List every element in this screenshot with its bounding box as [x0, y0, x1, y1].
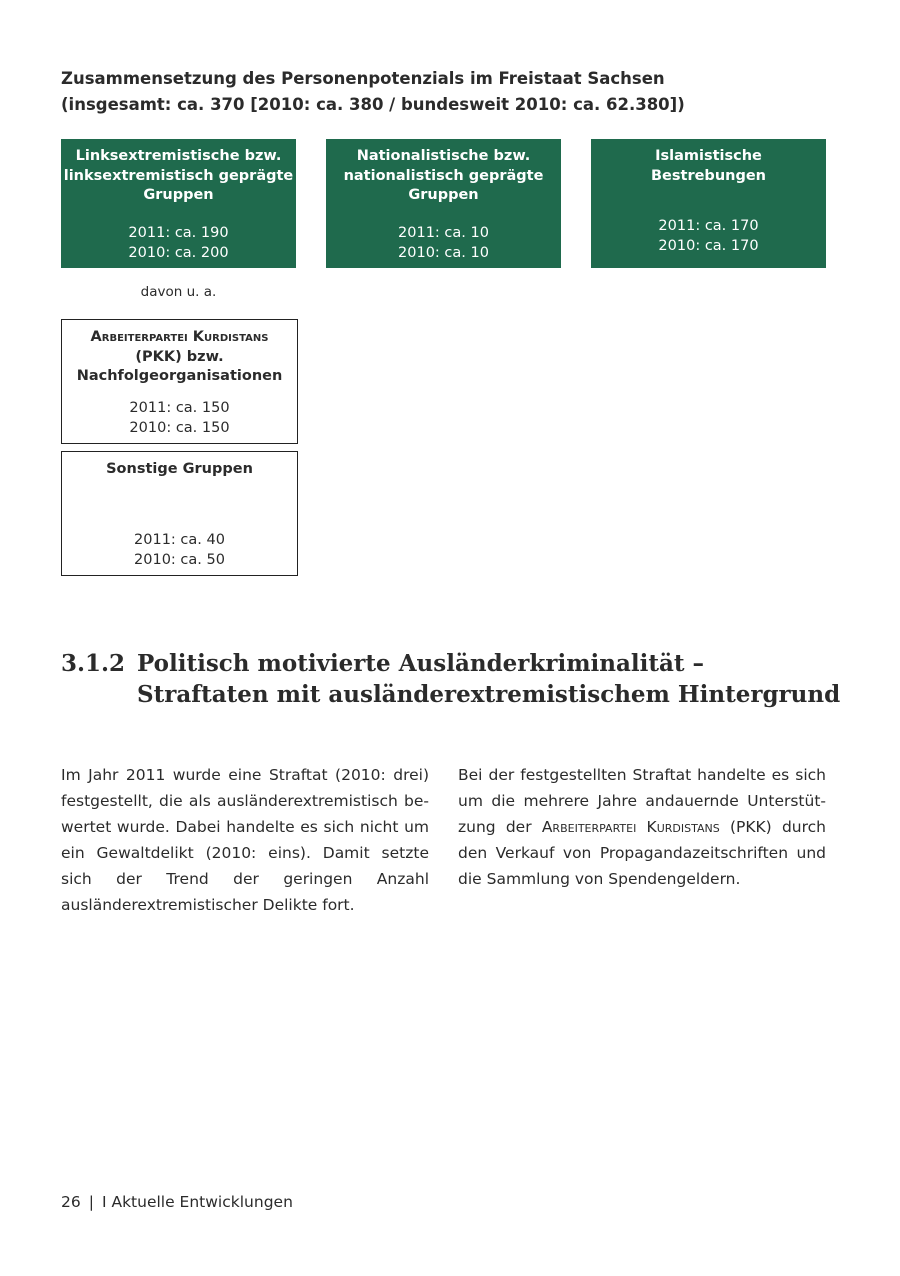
value-2011: 2011: ca. 10 — [398, 225, 489, 241]
page-footer — [61, 1193, 293, 1211]
box-values — [591, 217, 826, 256]
value-2010: 2010: ca. 170 — [658, 237, 759, 254]
body-column-left — [61, 762, 429, 918]
organization-name: Arbeiterpartei Kurdistans — [541, 818, 720, 836]
value-2011: 2011: ca. 40 — [134, 532, 225, 548]
box-other-groups — [61, 451, 298, 576]
paragraph-right-part-2: (PKK) durch den Verkauf von Propagandazeitschriften und die Sammlung von Spendengeldern. — [458, 818, 826, 888]
value-2010: 2010: ca. 200 — [128, 244, 229, 261]
box-title: Arbeiterpartei Kurdistans (PKK) bzw. Nachfolgeorganisationen — [76, 329, 283, 384]
footer-separator: | — [88, 1193, 94, 1211]
paragraph-right-part-1: Bei der festgestellten Straftat handelte es sich um die mehrere Jahre andauernde Unterstützung der — [458, 766, 826, 836]
box-values — [326, 224, 561, 263]
value-2011: 2011: ca. 190 — [128, 225, 229, 241]
chapter-title: I Aktuelle Entwicklungen — [101, 1193, 293, 1211]
figure-heading-line-1: Zusammensetzung des Personenpotenzials im Freistaat Sachsen — [61, 69, 665, 88]
box-pkk — [61, 319, 298, 444]
box-islamist-efforts — [591, 139, 826, 268]
box-title: Nationalistische bzw. nationalistisch geprägte Gruppen — [343, 148, 544, 203]
box-title: Sonstige Gruppen — [106, 461, 253, 477]
value-2011: 2011: ca. 170 — [658, 218, 759, 234]
paragraph-left: Im Jahr 2011 wurde eine Straftat (2010: drei) festgestellt, die als ausländerextremistisch bewertet wurde. Dabei handelte es sich nicht um ein Gewaltdelikt (2010: eins). Damit setzte sich der Trend der geringen Anzahl ausländerextremistischer Delikte fort. — [61, 766, 429, 914]
figure-heading-line-2: (insgesamt: ca. 370 [2010: ca. 380 / bundesweit 2010: ca. 62.380]) — [61, 95, 685, 114]
box-values — [62, 399, 297, 438]
section-title: Politisch motivierte Ausländerkriminalität – Straftaten mit ausländerextremistischem Hintergrund — [137, 650, 841, 708]
box-left-extremist-groups — [61, 139, 296, 268]
value-2010: 2010: ca. 150 — [129, 419, 230, 436]
value-2010: 2010: ca. 10 — [398, 244, 489, 261]
page-number: 26 — [61, 1193, 81, 1211]
value-2011: 2011: ca. 150 — [129, 400, 230, 416]
box-title: Islamistische Bestrebungen — [651, 148, 766, 184]
body-column-right — [458, 762, 826, 892]
box-values — [61, 224, 296, 263]
box-title: Linksextremistische bzw. linksextremistisch geprägte Gruppen — [63, 148, 294, 203]
box-nationalist-groups — [326, 139, 561, 268]
section-number: 3.1.2 — [61, 650, 126, 677]
davon-label: davon u. a. — [140, 284, 217, 300]
box-values — [62, 531, 297, 570]
figure-heading — [61, 66, 851, 118]
value-2010: 2010: ca. 50 — [134, 551, 225, 568]
